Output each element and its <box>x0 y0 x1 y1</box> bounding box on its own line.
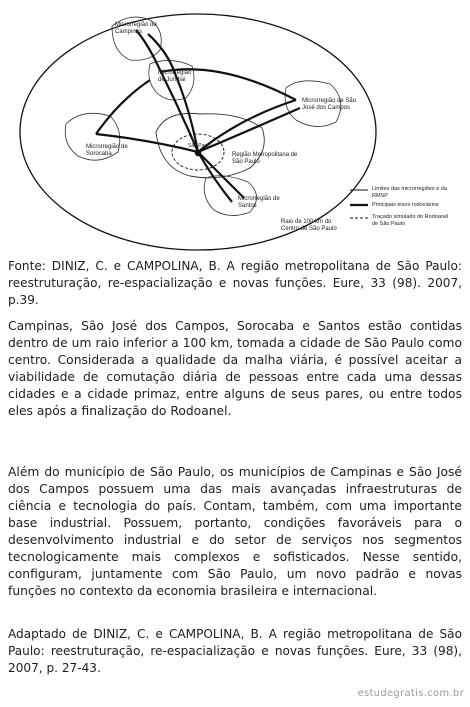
radius-100km-circle <box>20 14 376 250</box>
label-raio: Raio de 100 km do Centro de São Paulo <box>281 219 337 232</box>
source-caption: Fonte: DINIZ, C. e CAMPOLINA, B. A região metropolitana de São Paulo: reestruturação, re-espacialização e novas funções. Eure, 33 (98). 2007, p.39. <box>8 259 462 307</box>
label-santos: Microrregião de Santos <box>238 196 280 209</box>
legend-rodoanel: Traçado simulado do Rodoanel de São Paulo <box>372 214 449 227</box>
sao-paulo-dot <box>195 150 201 156</box>
watermark: estudegratis.com.br <box>357 688 464 699</box>
label-campinas: Microrregião de Campinas <box>115 22 157 35</box>
paragraph-2: Além do município de São Paulo, os municípios de Campinas e São José dos Campos possuem uma das mais avançadas infraestruturas de ciência e tecnologia do país. Contam, também, com uma importante base industrial. Possuem, portanto, condições favoráveis para o desenvolvimento industrial e do setor de serviços nos segmentos tecnologicamente mais complexos e sofisticados. Nesse sentido, configuram, juntamente com São Paulo, um novo padrão e novas funções no contexto da economia brasileira e internacional. <box>8 465 462 598</box>
label-sjc: Microrregião de São José dos Campos <box>302 98 357 111</box>
paragraph-1: Campinas, São José dos Campos, Sorocaba e Santos estão contidas dentro de um raio inferior a 100 km, tomada a cidade de São Paulo como centro. Considerada a qualidade da malha viária, é possível aceitar a viabilidade de comutação diária de pessoas entre cada uma dessas cidades e a cidade primaz, entre alguns de seus pares, ou entre todos eles após a finalização do Rodoanel. <box>8 319 462 418</box>
legend-eixos: Principais eixos rodoviários <box>372 202 439 208</box>
label-sao-paulo: São Paulo <box>188 143 212 149</box>
legend-limites: Limites das microrregiões e da RMSP <box>372 186 447 199</box>
label-rmsp: Região Metropolitana de São Paulo <box>232 152 298 165</box>
label-sorocaba: Microrregião de Sorocaba <box>86 144 128 157</box>
adapted-caption: Adaptado de DINIZ, C. e CAMPOLINA, B. A região metropolitana de São Paulo: reestruturação, re-espacialização e novas funções. Eure, 33 (98), 2007, p. 27-43. <box>8 627 462 675</box>
label-jundiai: Microrregião de Jundiaí <box>158 70 192 83</box>
map-figure <box>0 0 470 255</box>
highways <box>96 30 300 202</box>
